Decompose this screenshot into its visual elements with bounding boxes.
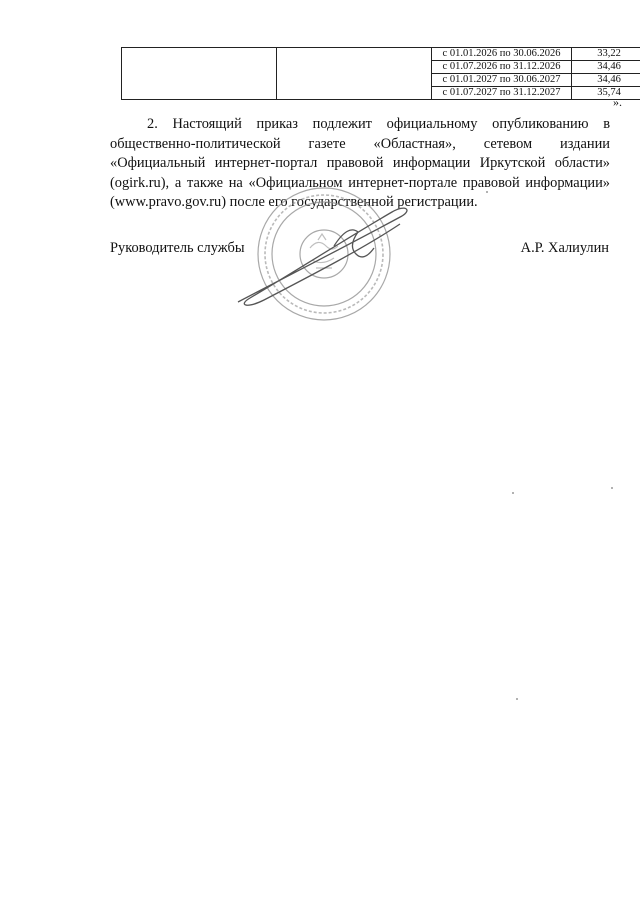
seal-center-ring [300,230,348,278]
period-cell: с 01.07.2027 по 31.12.2027 [432,87,572,100]
seal-inner-ring [272,202,376,306]
value-cell: 35,74 [572,87,640,100]
value-cell: 33,22 [572,48,640,61]
scan-speck [512,492,514,494]
signature-loop [238,208,407,305]
period-cell: с 01.07.2026 по 31.12.2026 [432,61,572,74]
signatory-role: Руководитель службы [110,240,245,256]
table-cell-empty [122,48,277,100]
seal-emblem [310,234,338,268]
period-cell: с 01.01.2027 по 30.06.2027 [432,74,572,87]
table-row [122,48,640,61]
value-cell: 34,46 [572,61,640,74]
closing-quote: ». [613,95,622,109]
scan-speck [516,698,518,700]
signatory-name: А.Р. Халиулин [520,240,609,256]
signature-flourish [334,230,374,257]
seal-text-marks [265,195,383,313]
table-cell-empty [277,48,432,100]
handwritten-signature [238,208,407,305]
publication-paragraph: 2. Настоящий приказ подлежит официальному опубликованию в общественно-политической газете «Областная», сетевом издании «Официальный интернет-портал правовой информации Иркутской области» (ogirk.ru), а также на «Официальном интернет-портале правовой информации» (www.pravo.gov.ru) после его государственной регистрации. [110,116,610,210]
scan-speck [611,487,613,489]
seal-lettering-ring [265,195,383,313]
tariff-table-fragment [121,47,640,100]
scan-speck [486,191,488,193]
seal-emblem-detail [316,234,332,268]
seal-emblem-lines [310,242,338,262]
period-cell: с 01.01.2026 по 30.06.2026 [432,48,572,61]
value-cell: 34,46 [572,74,640,87]
